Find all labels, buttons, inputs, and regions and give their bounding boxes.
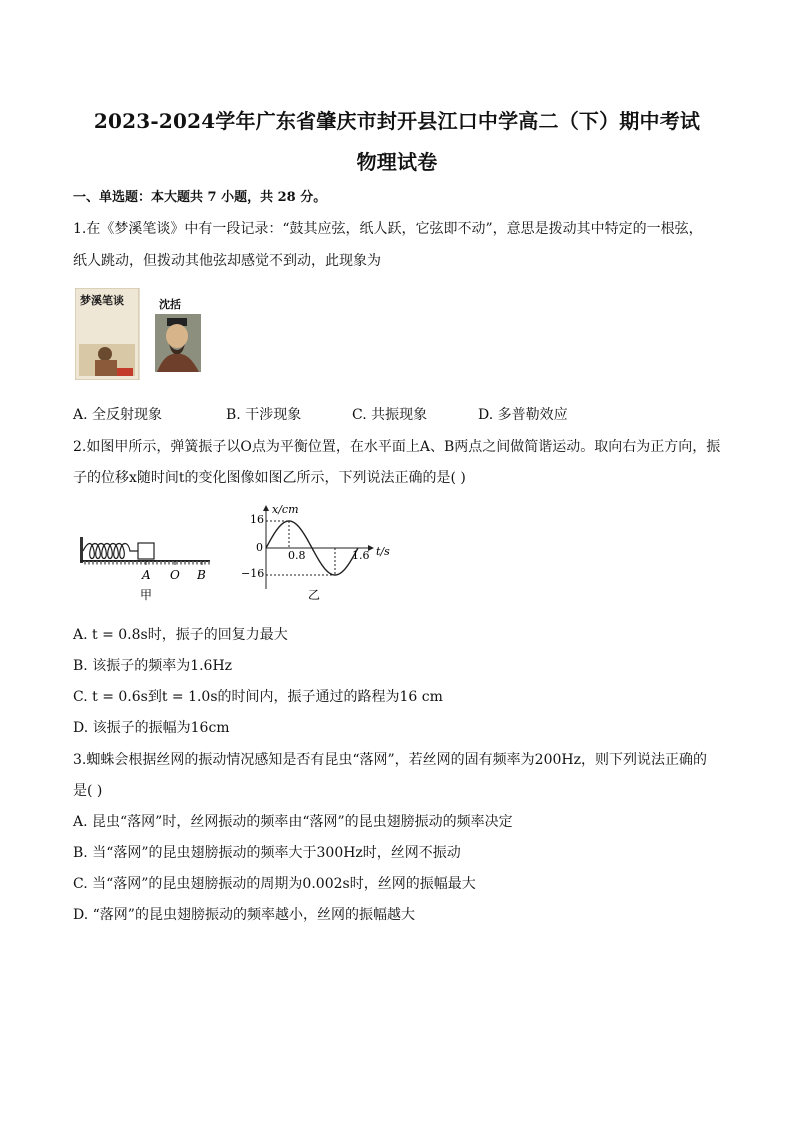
q1-option-b[interactable]: B. 干涉现象 bbox=[226, 407, 302, 423]
q1-text-line2: 纸人跳动，但拨动其他弦却感觉不到动，此现象为 bbox=[73, 253, 381, 269]
book-title: 梦溪笔谈 bbox=[80, 294, 124, 307]
q3-text-line2: 是( ) bbox=[73, 783, 103, 799]
q2-option-b[interactable]: B. 该振子的频率为1.6Hz bbox=[73, 658, 233, 674]
x-tick-0-8: 0.8 bbox=[288, 549, 306, 562]
q2-option-a[interactable]: A. t = 0.8s时，振子的回复力最大 bbox=[73, 627, 288, 643]
exam-title: 2023-2024学年广东省肇庆市封开县江口中学高二（下）期中考试 bbox=[93, 109, 701, 133]
figure-a-label: 甲 bbox=[140, 588, 153, 602]
q2-figures bbox=[80, 503, 400, 603]
q3-option-a[interactable]: A. 昆虫“落网”时，丝网振动的频率由“落网”的昆虫翅膀振动的频率决定 bbox=[73, 814, 513, 830]
book-figure-body bbox=[95, 360, 117, 376]
q3-option-c[interactable]: C. 当“落网”的昆虫翅膀振动的周期为0.002s时，丝网的振幅最大 bbox=[73, 876, 476, 892]
q2-text-line1: 2.如图甲所示，弹簧振子以O点为平衡位置，在水平面上A、B两点之间做简谐运动。取向右为正方向，振 bbox=[73, 439, 721, 455]
q1-illustration bbox=[75, 288, 205, 380]
q3-option-d[interactable]: D. “落网”的昆虫翅膀振动的频率越小，丝网的振幅越大 bbox=[73, 907, 415, 923]
q1-text-line1: 1.在《梦溪笔谈》中有一段记录：“鼓其应弦，纸人跃，它弦即不动”，意思是拨动其中特定的一根弦， bbox=[73, 221, 703, 237]
point-a-label: A bbox=[142, 568, 151, 582]
q2-option-c[interactable]: C. t = 0.6s到t = 1.0s的时间内，振子通过的路程为16 cm bbox=[73, 689, 443, 705]
x-tick-1-6: 1.6 bbox=[352, 549, 370, 562]
oscillator-block bbox=[138, 543, 154, 559]
y-axis-label: x/cm bbox=[272, 503, 299, 516]
spring bbox=[83, 544, 138, 559]
y-tick-neg16: −16 bbox=[241, 567, 265, 580]
exam-subtitle: 物理试卷 bbox=[356, 150, 438, 174]
y-axis-arrow bbox=[263, 505, 269, 511]
figure-b bbox=[241, 503, 390, 602]
book-figure-head bbox=[98, 347, 112, 361]
q3-text-line1: 3.蜘蛛会根据丝网的振动情况感知是否有昆虫“落网”，若丝网的固有频率为200Hz，则下列说法正确的 bbox=[73, 752, 707, 768]
portrait-face bbox=[166, 324, 188, 348]
q1-illustration-svg bbox=[75, 288, 205, 380]
y-tick-16: 16 bbox=[250, 513, 264, 526]
q2-text-line2: 子的位移x随时间t的变化图像如图乙所示，下列说法正确的是( ) bbox=[73, 470, 466, 486]
x-axis-label: t/s bbox=[376, 545, 390, 558]
q2-option-d[interactable]: D. 该振子的振幅为16cm bbox=[73, 720, 230, 736]
figure-b-label: 乙 bbox=[308, 588, 321, 602]
portrait-label: 沈括 bbox=[159, 298, 181, 311]
section-heading: 一、单选题：本大题共 7 小题，共 28 分。 bbox=[73, 190, 327, 205]
figure-a bbox=[80, 537, 210, 602]
q3-option-b[interactable]: B. 当“落网”的昆虫翅膀振动的频率大于300Hz时，丝网不振动 bbox=[73, 845, 461, 861]
q1-option-a[interactable]: A. 全反射现象 bbox=[73, 407, 163, 423]
q1-option-d[interactable]: D. 多普勒效应 bbox=[478, 407, 568, 423]
wall bbox=[80, 537, 83, 563]
point-o-label: O bbox=[170, 568, 180, 582]
point-b-label: B bbox=[197, 568, 206, 582]
q2-figures-svg bbox=[80, 503, 400, 603]
book-figure-table bbox=[117, 368, 133, 376]
q1-option-c[interactable]: C. 共振现象 bbox=[352, 407, 428, 423]
origin-label: 0 bbox=[256, 541, 263, 554]
